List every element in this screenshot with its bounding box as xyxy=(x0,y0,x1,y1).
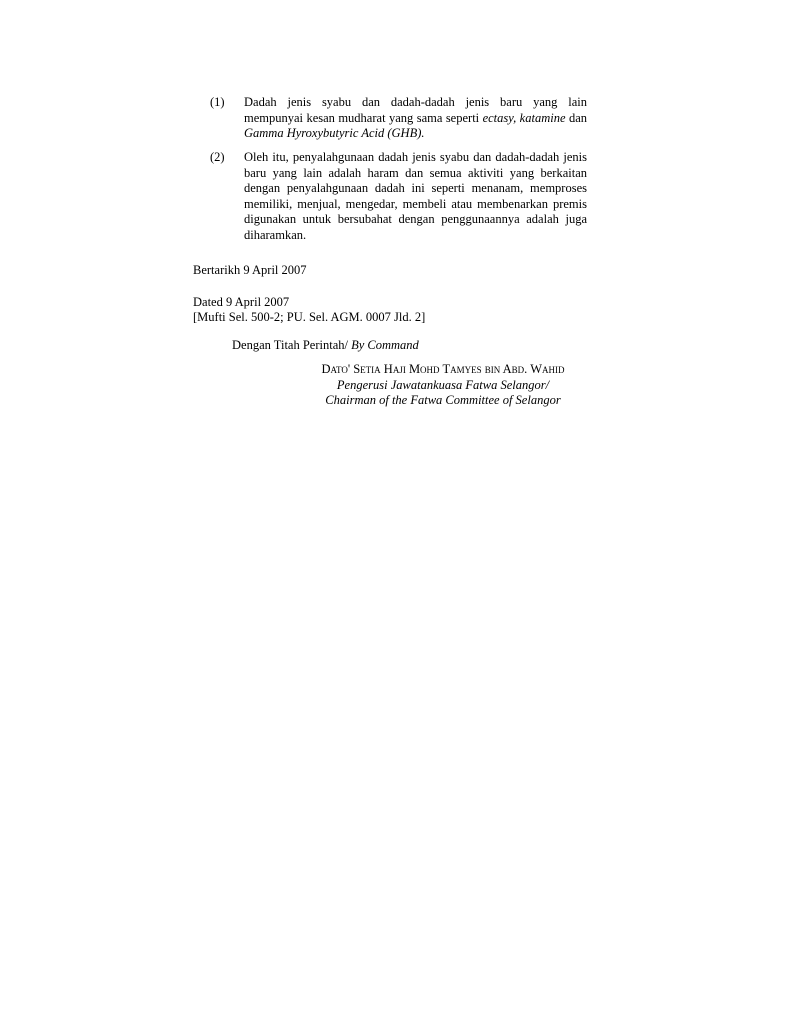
item-text: Oleh itu, penyalahgunaan dadah jenis syabu dan dadah-dadah jenis baru yang lain adalah haram dan semua aktiviti yang berkaitan dengan penyalahgunaan dadah ini seperti menanam, memproses memiliki, menjual, mengedar, membeli atau membenarkan premis digunakan untuk bersubahat dengan penggunaannya adalah juga diharamkan. xyxy=(244,150,587,242)
date-malay: Bertarikh 9 April 2007 xyxy=(193,263,307,277)
item-number: (2) xyxy=(210,150,225,164)
signatory-title-english: Chairman of the Fatwa Committee of Selangor xyxy=(325,393,561,408)
item-number: (1) xyxy=(210,95,225,109)
reference-number: [Mufti Sel. 500-2; PU. Sel. AGM. 0007 Jld. 2] xyxy=(193,310,426,324)
item-text-italic: Gamma Hyroxybutyric Acid (GHB). xyxy=(244,126,425,141)
signature-block xyxy=(308,362,578,409)
date-english: Dated 9 April 2007 xyxy=(193,295,290,309)
item-text-main: Dadah jenis syabu dan dadah-dadah jenis baru yang lain mempunyai kesan mudharat yang sama seperti xyxy=(244,95,587,125)
command-line xyxy=(232,338,419,354)
item-text-connector: dan xyxy=(568,110,587,125)
item-text xyxy=(244,95,587,142)
ruling-item-1 xyxy=(210,95,587,142)
signatory-title-malay: Pengerusi Jawatankuasa Fatwa Selangor/ xyxy=(336,377,550,392)
command-english: By Command xyxy=(351,338,419,352)
command-malay: Dengan Titah Perintah/ xyxy=(232,338,348,352)
ruling-item-2 xyxy=(210,150,587,244)
item-text-italic: ectasy, katamine xyxy=(482,110,566,125)
signatory-name: Dato' Setia Haji Mohd Tamyes bin Abd. Wahid xyxy=(321,362,565,376)
